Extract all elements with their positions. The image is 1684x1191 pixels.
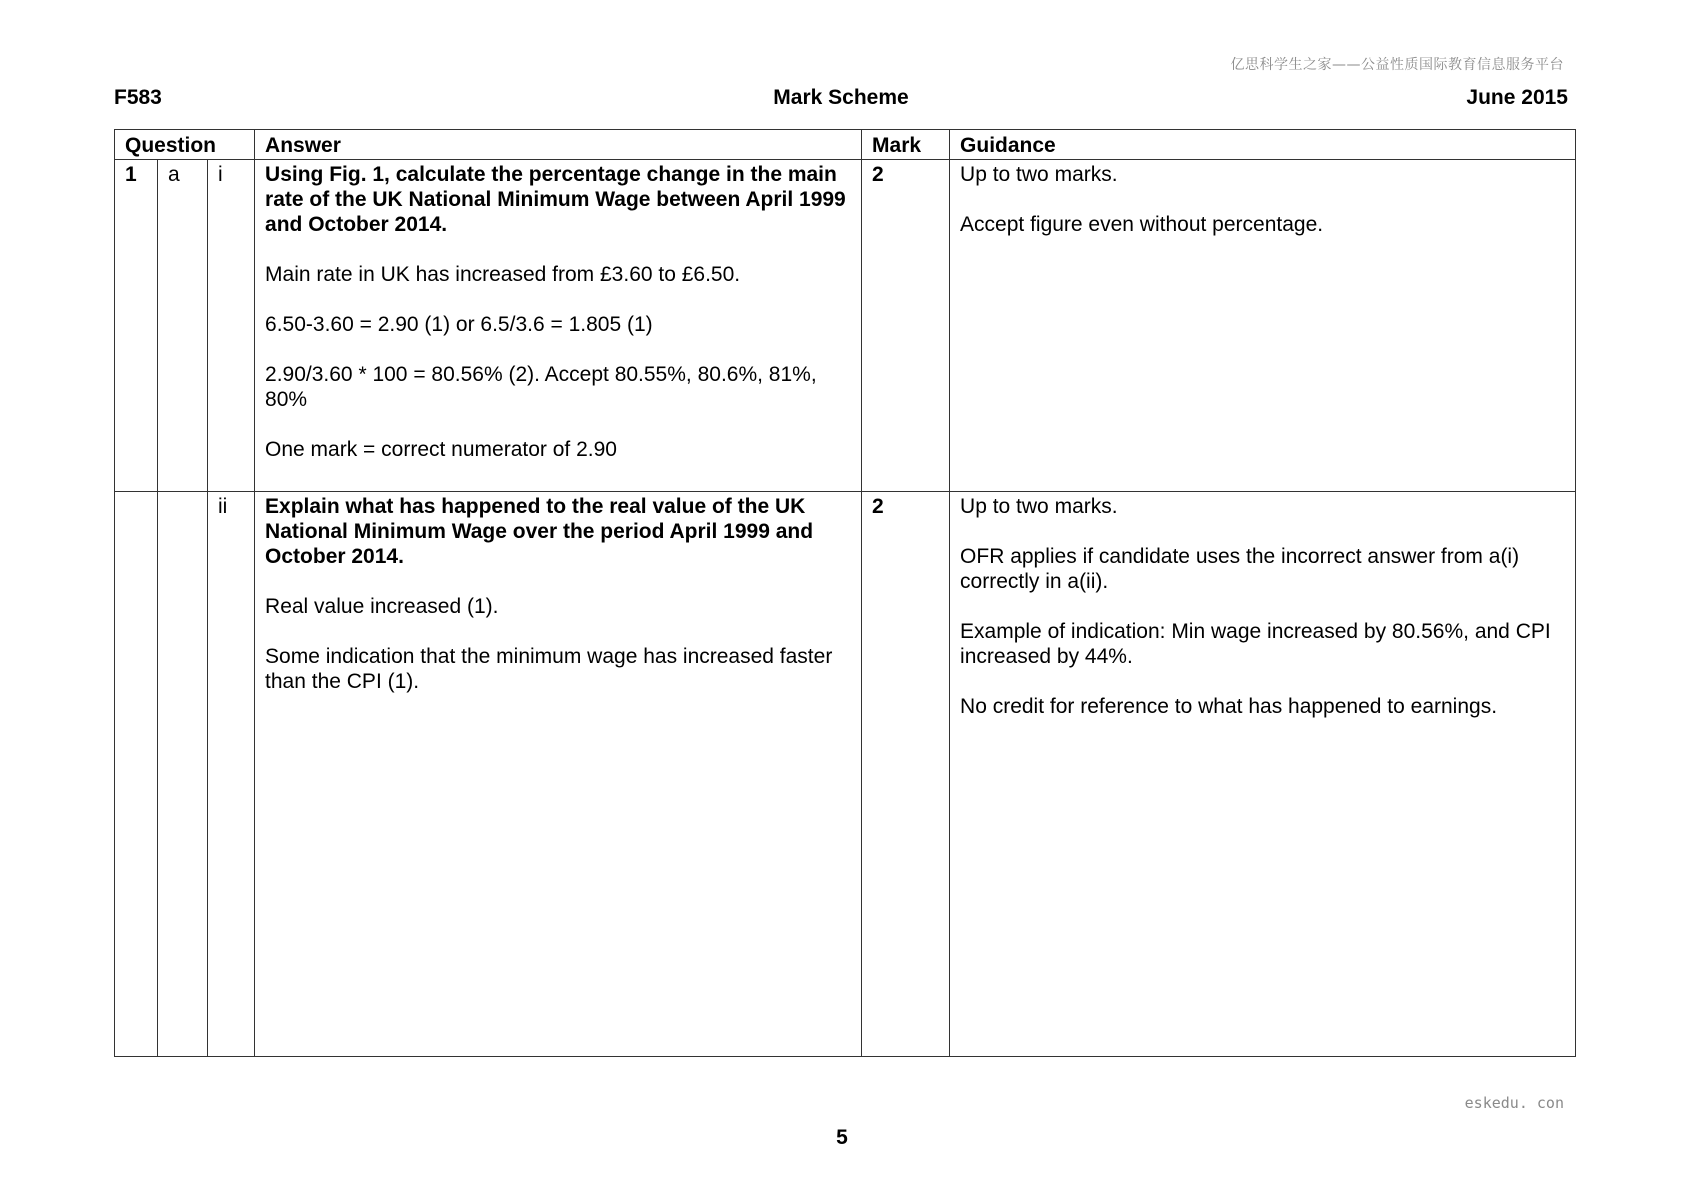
guidance-line: No credit for reference to what has happened to earnings. [960, 695, 1498, 718]
guidance-line: OFR applies if candidate uses the incorrect answer from a(i) correctly in a(ii). [960, 545, 1520, 593]
mark-cell: 2 [862, 160, 950, 492]
header-answer: Answer [255, 130, 862, 160]
answer-line: One mark = correct numerator of 2.90 [265, 438, 617, 461]
watermark-top: 亿思科学生之家——公益性质国际教育信息服务平台 [1230, 57, 1564, 73]
header-mark: Mark [862, 130, 950, 160]
exam-session: June 2015 [1466, 86, 1568, 109]
answer-line: 2.90/3.60 * 100 = 80.56% (2). Accept 80.55%, 80.6%, 81%, 80% [265, 363, 817, 411]
mark-scheme-table [114, 129, 1576, 1057]
guidance-line: Accept figure even without percentage. [960, 213, 1324, 236]
answer-line: Main rate in UK has increased from £3.60 to £6.50. [265, 263, 741, 286]
answer-cell [255, 160, 862, 492]
answer-cell [255, 492, 862, 1057]
guidance-line: Up to two marks. [960, 163, 1118, 186]
guidance-cell [950, 160, 1576, 492]
answer-prompt: Using Fig. 1, calculate the percentage change in the main rate of the UK National Minimum Wage between April 1999 and October 2014. [265, 163, 846, 236]
watermark-bottom: eskedu. con [1464, 1094, 1564, 1112]
mark-cell: 2 [862, 492, 950, 1057]
answer-line: Real value increased (1). [265, 595, 499, 618]
document-title: Mark Scheme [773, 86, 909, 109]
page-header [114, 86, 1568, 112]
header-question: Question [115, 130, 255, 160]
table-row [115, 160, 1576, 492]
question-number: 1 [115, 160, 158, 492]
question-subpart: i [208, 160, 255, 492]
question-number [115, 492, 158, 1057]
question-part: a [158, 160, 208, 492]
table-row [115, 492, 1576, 1057]
guidance-line: Example of indication: Min wage increased by 80.56%, and CPI increased by 44%. [960, 620, 1551, 668]
page-number: 5 [836, 1126, 848, 1149]
answer-line: 6.50-3.60 = 2.90 (1) or 6.5/3.6 = 1.805 (1) [265, 313, 653, 336]
answer-line: Some indication that the minimum wage has increased faster than the CPI (1). [265, 645, 833, 693]
question-subpart: ii [208, 492, 255, 1057]
guidance-line: Up to two marks. [960, 495, 1118, 518]
table-header-row [115, 130, 1576, 160]
paper-code: F583 [114, 86, 162, 109]
header-guidance: Guidance [950, 130, 1576, 160]
question-part [158, 492, 208, 1057]
guidance-cell [950, 492, 1576, 1057]
answer-prompt: Explain what has happened to the real value of the UK National Minimum Wage over the period April 1999 and October 2014. [265, 495, 814, 568]
